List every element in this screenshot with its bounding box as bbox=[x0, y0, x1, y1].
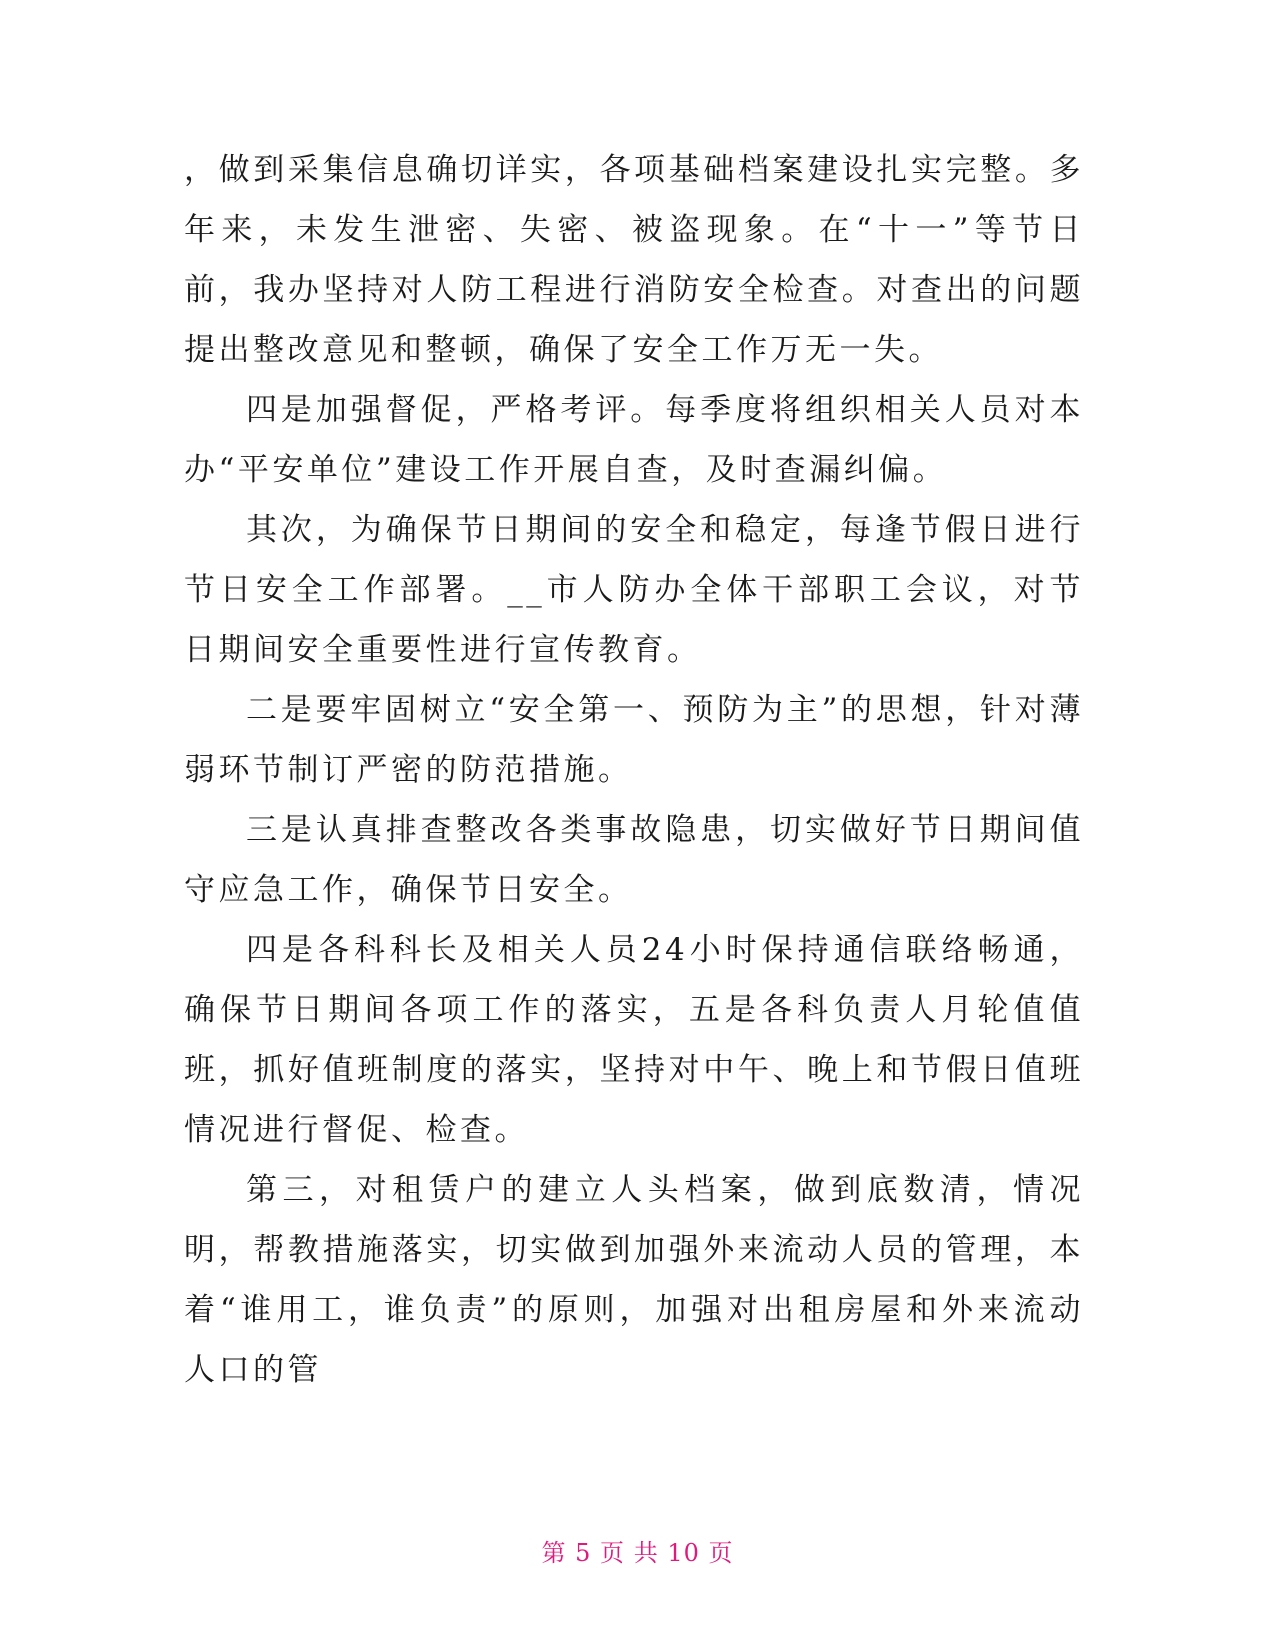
document-body bbox=[184, 140, 1084, 1400]
footer-current-page: 5 bbox=[575, 1539, 592, 1567]
footer-label-total: 共 bbox=[633, 1539, 659, 1567]
footer-total-pages: 10 bbox=[667, 1539, 700, 1567]
paragraph: ，做到采集信息确切详实，各项基础档案建设扎实完整。多年来，未发生泄密、失密、被盗现象。在“十一”等节日前，我办坚持对人防工程进行消防安全检查。对查出的问题提出整改意见和整顿，确保了安全工作万无一失。 bbox=[184, 152, 1084, 368]
page-number-footer bbox=[0, 1533, 1275, 1568]
footer-label-total-unit: 页 bbox=[708, 1539, 734, 1567]
footer-label-page: 第 bbox=[541, 1539, 567, 1567]
paragraph: 四是加强督促，严格考评。每季度将组织相关人员对本办“平安单位”建设工作开展自查，及时查漏纠偏。 bbox=[184, 392, 1084, 488]
paragraph: 第三，对租赁户的建立人头档案，做到底数清，情况明，帮教措施落实，切实做到加强外来流动人员的管理，本着“谁用工，谁负责”的原则，加强对出租房屋和外来流动人口的管 bbox=[184, 1172, 1084, 1388]
paragraph: 二是要牢固树立“安全第一、预防为主”的思想，针对薄弱环节制订严密的防范措施。 bbox=[184, 692, 1084, 788]
paragraph: 四是各科科长及相关人员24小时保持通信联络畅通，确保节日期间各项工作的落实，五是各科负责人月轮值值班，抓好值班制度的落实，坚持对中午、晚上和节假日值班情况进行督促、检查。 bbox=[184, 932, 1084, 1148]
paragraph: 其次，为确保节日期间的安全和稳定，每逢节假日进行节日安全工作部署。__市人防办全体干部职工会议，对节日期间安全重要性进行宣传教育。 bbox=[184, 512, 1084, 668]
footer-label-page-unit: 页 bbox=[600, 1539, 626, 1567]
paragraph: 三是认真排查整改各类事故隐患，切实做好节日期间值守应急工作，确保节日安全。 bbox=[184, 812, 1084, 908]
